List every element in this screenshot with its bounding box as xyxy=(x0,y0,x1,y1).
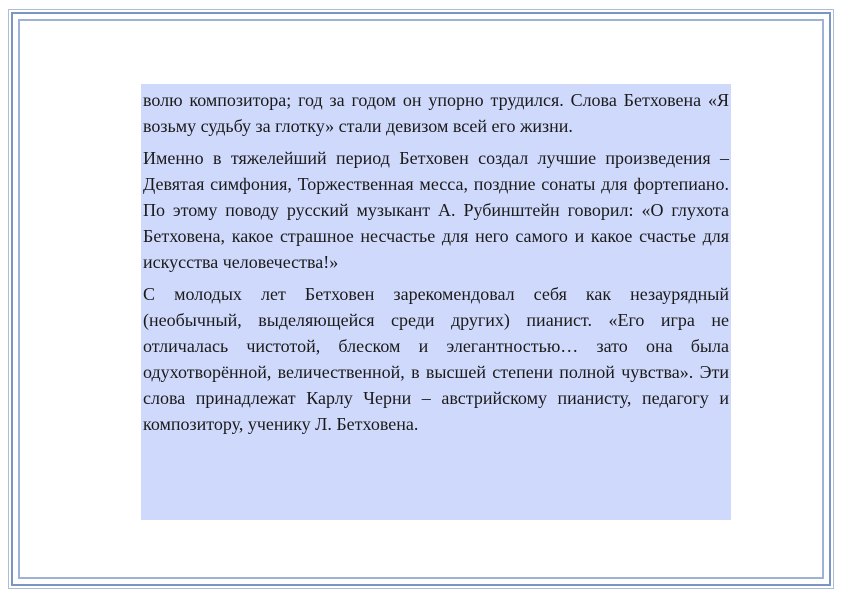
paragraph-3: С молодых лет Бетховен зарекомендовал себя как незаурядный (необычный, выделяющейся среди других) пианист. «Его игра не отличалась чистотой, блеском и элегантностью… зато она была одухотворённой, величественной, в высшей степени полной чувства». Эти слова принадлежат Карлу Черни – австрийскому пианисту, педагогу и композитору, ученику Л. Бетховена. xyxy=(143,284,729,434)
paragraph-2: Именно в тяжелейший период Бетховен создал лучшие произведения – Девятая симфония, Торжественная месса, поздние сонаты для фортепиано. По этому поводу русский музыкант А. Рубинштейн говорил: «О глухота Бетховена, какое страшное несчастье для него самого и какое счастье для искусства человечества!» xyxy=(143,148,729,272)
paragraph-1: волю композитора; год за годом он упорно трудился. Слова Бетховена «Я возьму судьбу за глотку» стали девизом всей его жизни. xyxy=(143,90,729,136)
highlighted-text-block xyxy=(141,84,731,520)
